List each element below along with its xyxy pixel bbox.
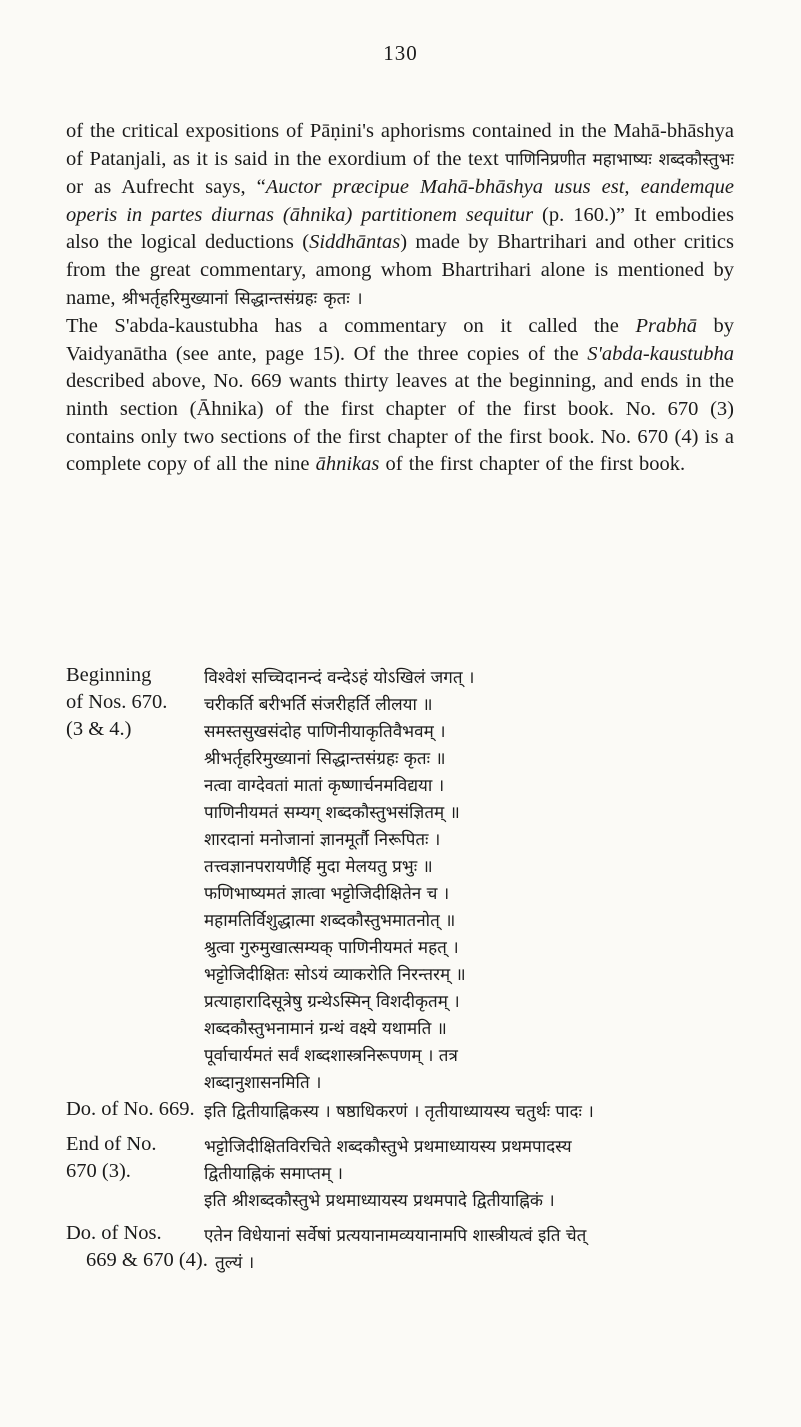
beginning-verse-2: चरीकर्ति बरीभर्ति संजरीहर्ति लीलया ॥: [204, 695, 433, 715]
p1-text-c: (p. 160.)” It embodies also the logical deductions (: [66, 203, 735, 254]
beginning-verse-1: विश्वेशं सच्चिदानन्दं वन्देऽहं योऽखिलं जगत् ।: [204, 668, 475, 688]
beginning-verse-15: पूर्वाचार्यमतं सर्वं शब्दशास्त्रनिरूपणम् । तत्र: [204, 1046, 458, 1066]
beginning-label-3: (3 & 4.): [66, 718, 132, 740]
beginning-label-1: Beginning: [66, 664, 152, 686]
p2-text-a: The S'abda-kaustubha has a commentary on it called the: [66, 315, 636, 338]
beginning-verse-5: नत्वा वाग्देवतां मातां कृष्णार्चनमविद्यया ।: [204, 776, 445, 796]
beginning-verse-14: शब्दकौस्तुभनामानं ग्रन्थं वक्ष्ये यथामति ॥: [204, 1019, 447, 1039]
do-669-670-label-1: Do. of Nos.: [66, 1222, 162, 1244]
body-text: [66, 118, 734, 479]
page-number: 130: [383, 41, 418, 65]
p1-text-b: or as Aufrecht says, “: [66, 176, 266, 199]
end-670-verse-3: इति श्रीशब्दकौस्तुभे प्रथमाध्यायस्य प्रथमपादे द्वितीयाह्निकं ।: [204, 1191, 555, 1211]
do-669-670-verse-2: तुल्यं ।: [215, 1253, 255, 1273]
p2-text-b: by Vaidyanātha (see ante, page 15). Of the three copies of the: [66, 315, 734, 365]
end-670-verse-2: द्वितीयाह्निकं समाप्तम् ।: [204, 1164, 343, 1184]
end-670-label-2: 670 (3).: [66, 1160, 131, 1182]
p2-prabha: Prabhā: [635, 315, 697, 338]
beginning-verse-12: भट्टोजिदीक्षितः सोऽयं व्याकरोति निरन्तरम् ॥: [204, 965, 466, 985]
paragraph-2: [66, 313, 734, 479]
end-670-verse-1: भट्टोजिदीक्षितविरचिते शब्दकौस्तुभे प्रथमाध्यायस्य प्रथमपादस्य: [204, 1137, 572, 1157]
p2-text-d: of the first chapter of the first book.: [379, 453, 686, 476]
p2-ahnikas: āhnikas: [315, 453, 380, 476]
end-670-label-1: End of No.: [66, 1133, 157, 1155]
do-669-label: Do. of No. 669.: [66, 1098, 195, 1120]
p2-text-c: described above, No. 669 wants thirty leaves at the beginning, and ends in the ninth section (Āhnika) of the first chapter of the first book. No. 670 (3) contains only two sections of the first chapter of the first book. No. 670 (4) is a complete copy of all the nine: [66, 370, 734, 476]
beginning-verse-10: महामतिर्विशुद्धात्मा शब्दकौस्तुभमातनोत् ॥: [204, 911, 456, 931]
p1-text-d: ) made by Bhartrihari and other critics from the great commentary, among whom Bhartrihari alone is mentioned by name,: [66, 231, 734, 309]
p1-text-a: of the critical expositions of Pāṇini's aphorisms contained in the Mahā-bhāshya of Patanjali, as it is said in the exordium of the text: [66, 120, 734, 170]
p1-latin-quote: Auctor præcipue Mahā-bhāshya usus est, eandemque operis in partes diurnas (āhnika) partitionem sequitur: [66, 176, 734, 226]
beginning-verse-4: श्रीभर्तृहरिमुख्यानां सिद्धान्तसंग्रहः कृतः ॥: [204, 749, 446, 769]
beginning-verse-16: शब्दानुशासनमिति ।: [204, 1073, 322, 1093]
beginning-label-2: of Nos. 670.: [66, 691, 168, 713]
beginning-verse-6: पाणिनीयमतं सम्यग् शब्दकौस्तुभसंज्ञितम् ॥: [204, 803, 460, 823]
p1-devanagari-1: पाणिनिप्रणीत महाभाष्यः शब्दकौस्तुभः: [505, 149, 734, 170]
beginning-verse-8: तत्त्वज्ञानपरायणैर्हि मुदा मेलयतु प्रभुः ॥: [204, 857, 433, 877]
p2-sabda-kaustubha: S'abda-kaustubha: [587, 342, 734, 365]
do-669-670-verse-1: एतेन विधेयानां सर्वेषां प्रत्ययानामव्ययानामपि शास्त्रीयत्वं इति चेत्: [204, 1226, 587, 1246]
beginning-verse-11: श्रुत्वा गुरुमुखात्सम्यक् पाणिनीयमतं महत् ।: [204, 938, 459, 958]
beginning-verse-9: फणिभाष्यमतं ज्ञात्वा भट्टोजिदीक्षितेन च ।: [204, 884, 450, 904]
p1-siddhantas: Siddhāntas: [309, 231, 401, 254]
do-669-670-label-2: 669 & 670 (4).: [86, 1249, 208, 1271]
p1-devanagari-2: श्रीभर्तृहरिमुख्यानां सिद्धान्तसंग्रहः कृतः ।: [121, 288, 363, 309]
paragraph-1: [66, 118, 734, 313]
do-669-verse: इति द्वितीयाह्निकस्य । षष्ठाधिकरणं । तृतीयाध्यायस्य चतुर्थः पादः ।: [204, 1102, 594, 1122]
beginning-verse-7: शारदानां मनोजानां ज्ञानमूर्तौ निरूपितः ।: [204, 830, 441, 850]
beginning-verse-13: प्रत्याहारादिसूत्रेषु ग्रन्थेऽस्मिन् विशदीकृतम् ।: [204, 992, 460, 1012]
beginning-verse-3: समस्तसुखसंदोह पाणिनीयाकृतिवैभवम् ।: [204, 722, 446, 742]
